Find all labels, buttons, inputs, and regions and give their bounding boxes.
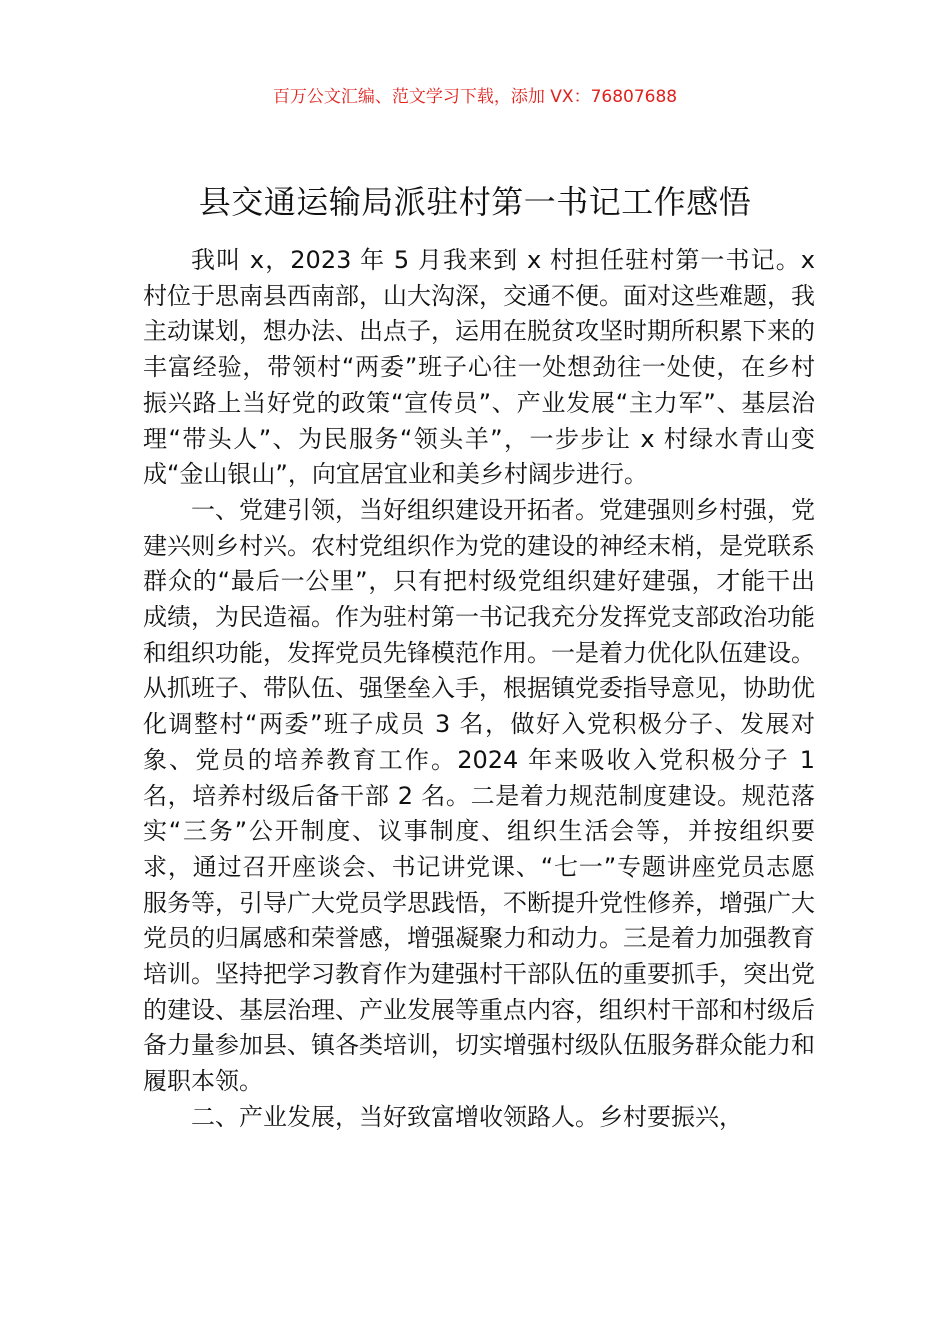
paragraph-section-two: 二、产业发展，当好致富增收领路人。乡村要振兴， <box>191 1102 743 1131</box>
paragraph-section-one: 一、党建引领，当好组织建设开拓者。党建强则乡村强，党建兴则乡村兴。农村党组织作为党的建设的神经末梢，是党联系群众的“最后一公里”，只有把村级党组织建好建强，才能干出成绩，为民造福。作为驻村第一书记我充分发挥党支部政治功能和组织功能，发挥党员先锋模范作用。一是着力优化队伍建设。从抓班子、带队伍、强堡垒入手，根据镇党委指导意见，协助优化调整村“两委”班子成员 3 名，做好入党积极分子、发展对象、党员的培养教育工作。2024 年来吸收入党积极分子 1 名，培养村级后备干部 2 名。二是着力规范制度建设。规范落实“三务”公开制度、议事制度、组织生活会等，并按组织要求，通过召开座谈会、书记讲党课、“七一”专题讲座党员志愿服务等，引导广大党员学思践悟，不断提升党性修养，增强广大党员的归属感和荣誉感，增强凝聚力和动力。三是着力加强教育培训。坚持把学习教育作为建强村干部队伍的重要抓手，突出党的建设、基层治理、产业发展等重点内容，组织村干部和村级后备力量参加县、镇各类培训，切实增强村级队伍服务群众能力和履职本领。 <box>143 495 815 1096</box>
download-promo-note: 百万公文汇编、范文学习下载，添加 VX：76807688 <box>272 87 678 107</box>
paragraph-intro: 我叫 x，2023 年 5 月我来到 x 村担任驻村第一书记。x 村位于思南县西南部，山大沟深，交通不便。面对这些难题，我主动谋划，想办法、出点子，运用在脱贫攻坚时期所积累下来的丰富经验，带领村“两委”班子心往一处想劲往一处使，在乡村振兴路上当好党的政策“宣传员”、产业发展“主力军”、基层治理“带头人”、为民服务“领头羊”，一步步让 x 村绿水青山变成“金山银山”，向宜居宜业和美乡村阔步进行。 <box>143 246 815 489</box>
document-body <box>143 243 815 1136</box>
document-title: 县交通运输局派驻村第一书记工作感悟 <box>198 183 752 221</box>
